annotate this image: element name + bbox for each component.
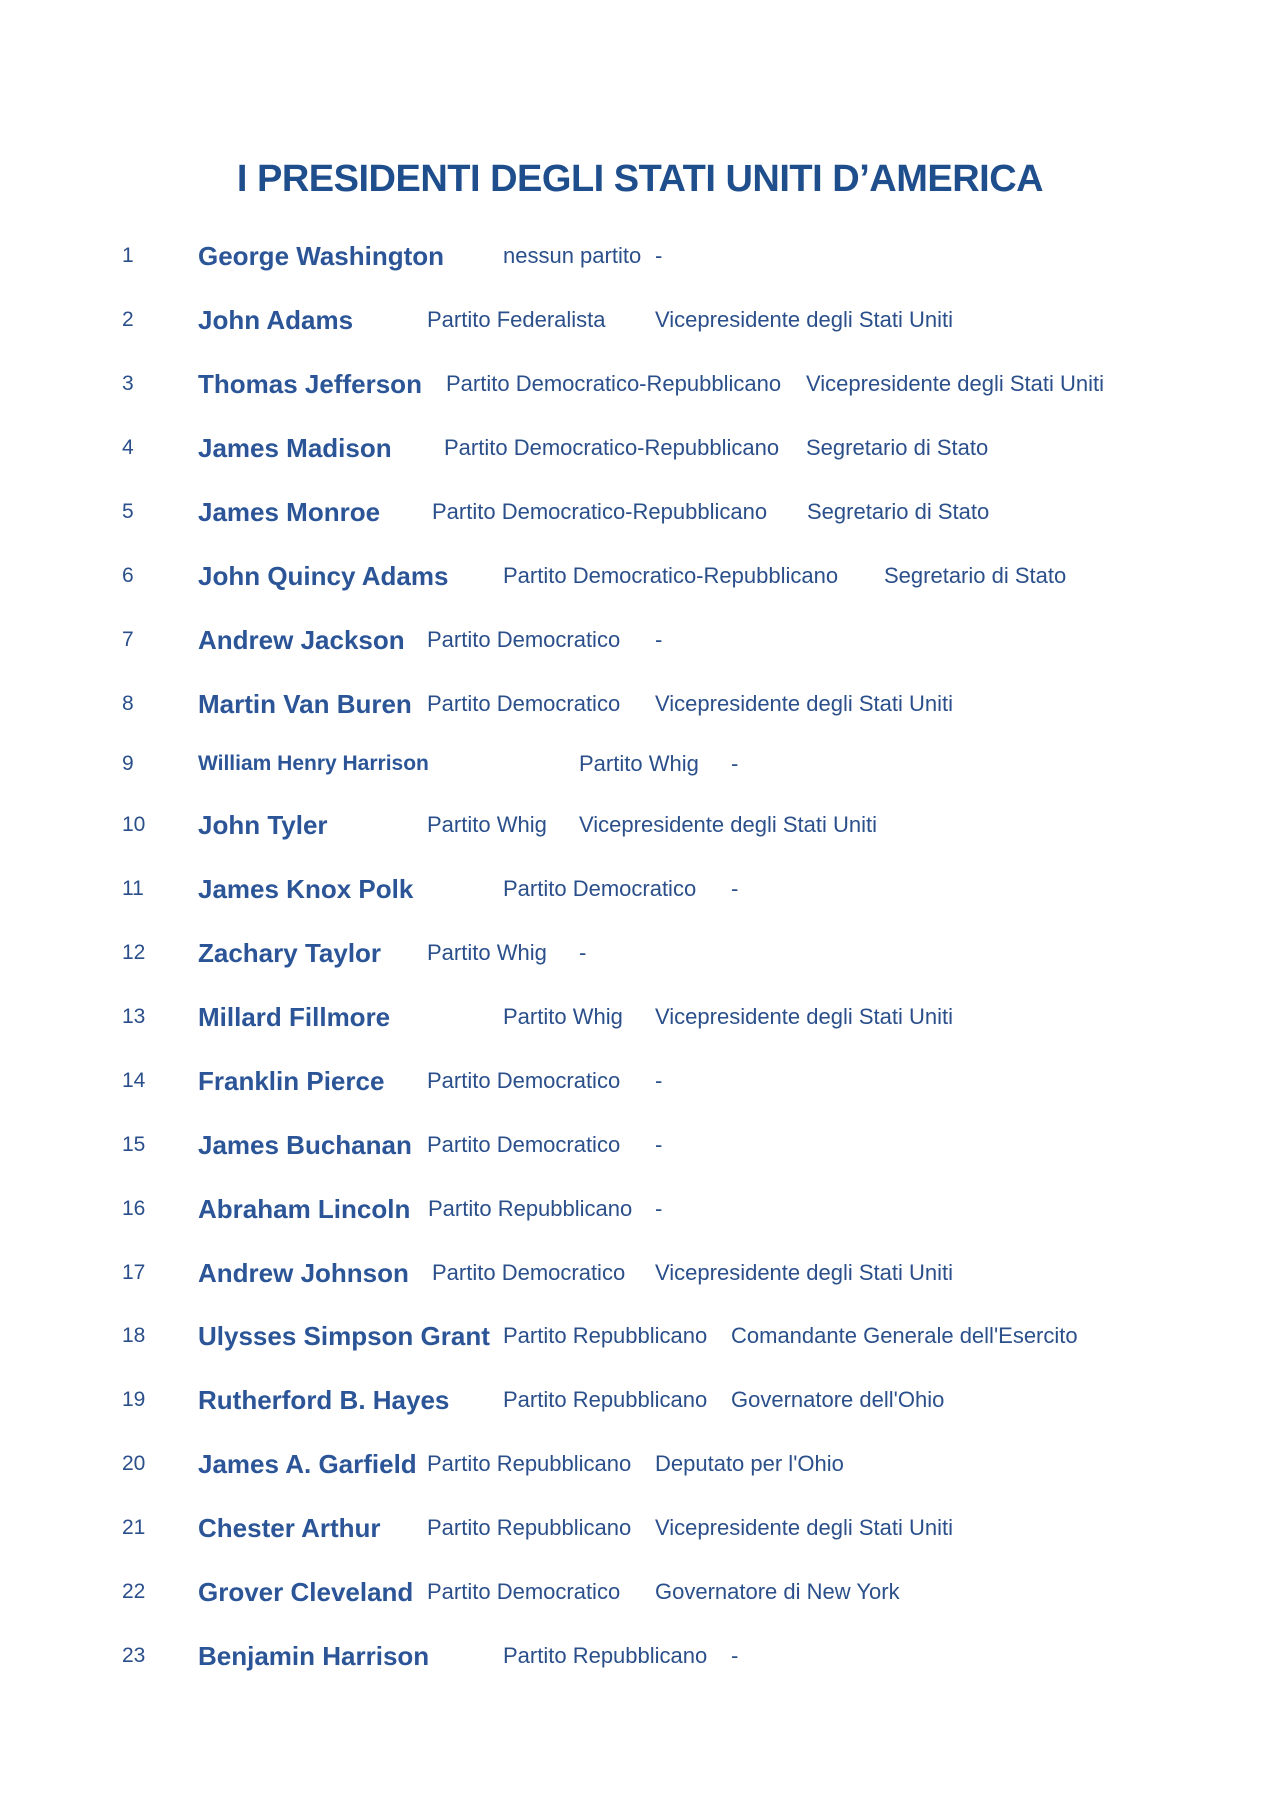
- president-party: Partito Whig: [579, 751, 699, 776]
- president-previous-role: Vicepresidente degli Stati Uniti: [655, 307, 953, 332]
- president-previous-role: Vicepresidente degli Stati Uniti: [655, 1004, 953, 1029]
- list-item: [0, 1189, 1280, 1229]
- president-name: Thomas Jefferson: [198, 369, 422, 399]
- president-party: Partito Democratico-Repubblicano: [446, 371, 782, 396]
- list-item: [0, 620, 1280, 660]
- president-name: James A. Garfield: [198, 1449, 417, 1479]
- president-party: Partito Whig: [503, 1004, 623, 1029]
- president-number: 7: [122, 628, 134, 651]
- list-item: [0, 1061, 1280, 1101]
- list-item: [0, 492, 1280, 532]
- president-name: John Tyler: [198, 810, 328, 840]
- president-previous-role: -: [731, 876, 739, 901]
- president-name: William Henry Harrison: [198, 752, 429, 775]
- list-item: [0, 236, 1280, 276]
- list-item: [0, 744, 1280, 784]
- president-previous-role: Segretario di Stato: [806, 435, 989, 460]
- president-party: Partito Democratico: [427, 627, 621, 652]
- president-party: Partito Democratico: [427, 691, 621, 716]
- president-previous-role: Governatore dell'Ohio: [731, 1387, 945, 1412]
- president-party: Partito Whig: [427, 940, 547, 965]
- president-previous-role: Segretario di Stato: [807, 499, 990, 524]
- president-previous-role: Vicepresidente degli Stati Uniti: [655, 691, 953, 716]
- president-party: Partito Repubblicano: [427, 1515, 632, 1540]
- president-name: Abraham Lincoln: [198, 1194, 411, 1224]
- president-name: James Madison: [198, 433, 392, 463]
- president-party: Partito Federalista: [427, 307, 606, 332]
- list-item: [0, 869, 1280, 909]
- president-name: Millard Fillmore: [198, 1002, 391, 1032]
- president-number: 18: [122, 1324, 146, 1347]
- president-number: 15: [122, 1133, 146, 1156]
- president-name: Benjamin Harrison: [198, 1641, 430, 1671]
- president-previous-role: Vicepresidente degli Stati Uniti: [806, 371, 1104, 396]
- president-number: 1: [122, 244, 134, 267]
- list-item: [0, 1380, 1280, 1420]
- list-item: [0, 684, 1280, 724]
- president-name: James Buchanan: [198, 1130, 412, 1160]
- president-number: 21: [122, 1516, 146, 1539]
- president-previous-role: -: [655, 243, 663, 268]
- president-number: 4: [122, 436, 134, 459]
- president-party: Partito Democratico-Repubblicano: [503, 563, 839, 588]
- president-previous-role: Vicepresidente degli Stati Uniti: [579, 812, 877, 837]
- president-party: Partito Democratico: [427, 1579, 621, 1604]
- president-party: Partito Repubblicano: [503, 1323, 708, 1348]
- president-party: Partito Democratico-Repubblicano: [432, 499, 768, 524]
- president-number: 19: [122, 1388, 146, 1411]
- president-party: Partito Repubblicano: [428, 1196, 633, 1221]
- president-previous-role: Vicepresidente degli Stati Uniti: [655, 1260, 953, 1285]
- president-party: Partito Democratico-Repubblicano: [444, 435, 780, 460]
- list-item: [0, 364, 1280, 404]
- list-item: [0, 300, 1280, 340]
- president-party: Partito Repubblicano: [503, 1387, 708, 1412]
- president-party: Partito Whig: [427, 812, 547, 837]
- president-number: 11: [122, 877, 144, 900]
- president-previous-role: -: [655, 1068, 663, 1093]
- president-name: Grover Cleveland: [198, 1577, 414, 1607]
- president-number: 3: [122, 372, 134, 395]
- list-item: [0, 1253, 1280, 1293]
- president-number: 8: [122, 692, 134, 715]
- president-previous-role: Deputato per l'Ohio: [655, 1451, 844, 1476]
- president-name: Zachary Taylor: [198, 938, 382, 968]
- president-name: John Adams: [198, 305, 354, 335]
- president-number: 16: [122, 1197, 146, 1220]
- president-number: 22: [122, 1580, 146, 1603]
- president-previous-role: -: [731, 1643, 739, 1668]
- president-number: 6: [122, 564, 134, 587]
- list-item: [0, 1508, 1280, 1548]
- president-number: 9: [122, 752, 134, 775]
- president-number: 17: [122, 1261, 146, 1284]
- president-name: Andrew Johnson: [198, 1258, 409, 1288]
- president-number: 14: [122, 1069, 146, 1092]
- president-number: 23: [122, 1644, 146, 1667]
- president-name: Chester Arthur: [198, 1513, 381, 1543]
- president-party: Partito Repubblicano: [427, 1451, 632, 1476]
- president-party: Partito Democratico: [427, 1132, 621, 1157]
- president-party: Partito Democratico: [432, 1260, 626, 1285]
- president-party: nessun partito: [503, 243, 642, 268]
- list-item: [0, 556, 1280, 596]
- president-previous-role: Comandante Generale dell'Esercito: [731, 1323, 1078, 1348]
- list-item: [0, 805, 1280, 845]
- president-name: George Washington: [198, 241, 445, 271]
- page-title: I PRESIDENTI DEGLI STATI UNITI D’AMERICA: [236, 158, 1044, 200]
- president-name: Rutherford B. Hayes: [198, 1385, 450, 1415]
- president-party: Partito Democratico: [503, 876, 697, 901]
- president-name: Franklin Pierce: [198, 1066, 385, 1096]
- president-previous-role: -: [655, 1132, 663, 1157]
- president-number: 20: [122, 1452, 146, 1475]
- list-item: [0, 1125, 1280, 1165]
- president-previous-role: -: [655, 1196, 663, 1221]
- list-item: [0, 1636, 1280, 1676]
- list-item: [0, 997, 1280, 1037]
- list-item: [0, 428, 1280, 468]
- president-number: 13: [122, 1005, 146, 1028]
- president-number: 2: [122, 308, 134, 331]
- president-name: Ulysses Simpson Grant: [198, 1321, 490, 1351]
- president-previous-role: -: [731, 751, 739, 776]
- president-previous-role: -: [579, 940, 587, 965]
- list-item: [0, 1316, 1280, 1356]
- president-number: 5: [122, 500, 134, 523]
- president-previous-role: Segretario di Stato: [884, 563, 1067, 588]
- president-name: Andrew Jackson: [198, 625, 405, 655]
- list-item: [0, 1572, 1280, 1612]
- president-party: Partito Repubblicano: [503, 1643, 708, 1668]
- president-name: James Monroe: [198, 497, 381, 527]
- list-item: [0, 933, 1280, 973]
- president-previous-role: Governatore di New York: [655, 1579, 900, 1604]
- president-previous-role: Vicepresidente degli Stati Uniti: [655, 1515, 953, 1540]
- list-item: [0, 1444, 1280, 1484]
- president-previous-role: -: [655, 627, 663, 652]
- president-number: 10: [122, 813, 146, 836]
- president-name: John Quincy Adams: [198, 561, 449, 591]
- president-name: Martin Van Buren: [198, 689, 412, 719]
- president-number: 12: [122, 941, 146, 964]
- president-party: Partito Democratico: [427, 1068, 621, 1093]
- president-name: James Knox Polk: [198, 874, 414, 904]
